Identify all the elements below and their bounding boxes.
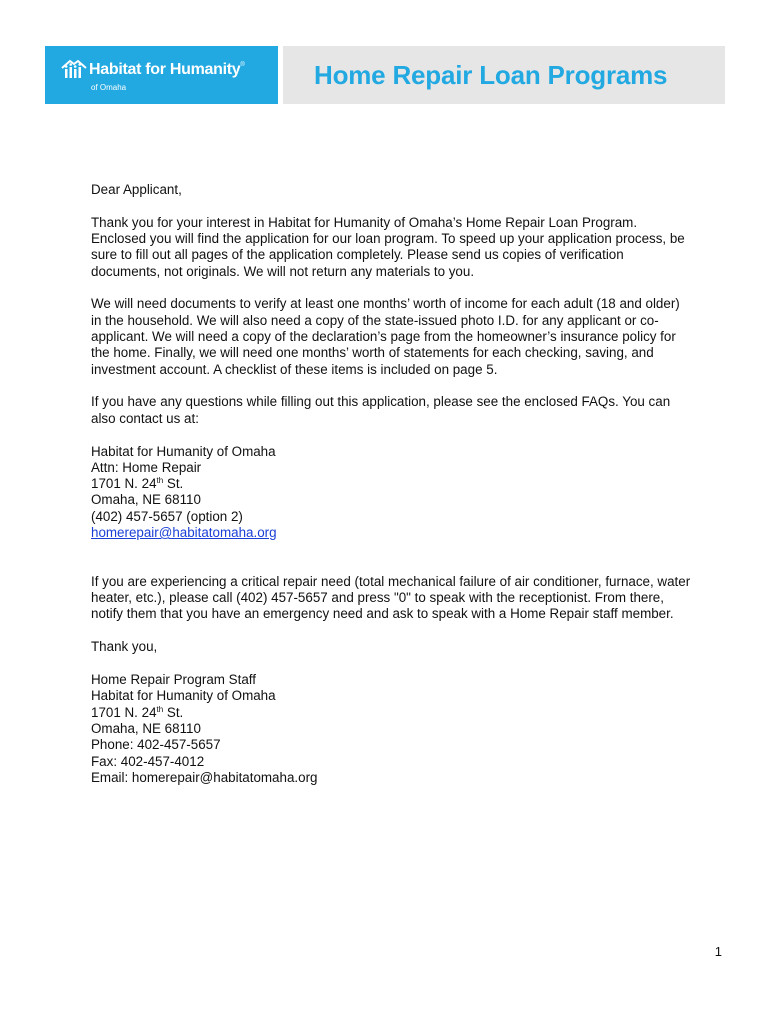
logo-subtitle: of Omaha bbox=[91, 83, 127, 92]
closing: Thank you, bbox=[91, 639, 158, 655]
contact-org: Habitat for Humanity of Omaha bbox=[91, 443, 276, 459]
greeting: Dear Applicant, bbox=[91, 182, 182, 197]
signature-city: Omaha, NE 68110 bbox=[91, 720, 201, 736]
signature-name: Home Repair Program Staff bbox=[91, 672, 256, 688]
paragraph-questions: If you have any questions while filling out this application, please see the enclosed FAQs. You can also contact us at: bbox=[91, 394, 671, 426]
paragraph-emergency: If you are experiencing a critical repair need (total mechanical failure of air conditioner, furnace, water heater, etc.), please call (402) 457-5657 and press "0" to speak with the receptionist. From there, notify them that you have an emergency need and ask to speak with a Home Repair staff member. bbox=[91, 573, 691, 622]
habitat-logo bbox=[45, 46, 278, 104]
signature-block bbox=[91, 672, 691, 786]
page-title: Home Repair Loan Programs bbox=[314, 60, 668, 90]
contact-city: Omaha, NE 68110 bbox=[91, 492, 201, 508]
contact-email-link[interactable]: homerepair@habitatomaha.org bbox=[91, 525, 277, 541]
contact-attn: Attn: Home Repair bbox=[91, 459, 202, 475]
contact-street: 1701 N. 24th St. bbox=[91, 476, 184, 492]
signature-email: Email: homerepair@habitatomaha.org bbox=[91, 769, 318, 785]
house-people-icon bbox=[61, 59, 87, 79]
page-number: 1 bbox=[714, 944, 722, 959]
title-banner bbox=[283, 46, 725, 104]
signature-street: 1701 N. 24th St. bbox=[91, 704, 184, 720]
paragraph-documents: We will need documents to verify at least one months’ worth of income for each adult (18 and older) in the household. We will also need a copy of the state-issued photo I.D. for any applicant or co-applicant. We will need a copy of the declaration’s page from the homeowner’s insurance policy for the home. Finally, we will need one months’ worth of statements for each checking, saving, and investment account. A checklist of these items is included on page 5. bbox=[91, 296, 680, 377]
document-header bbox=[45, 46, 725, 104]
signature-phone: Phone: 402-457-5657 bbox=[91, 737, 221, 753]
contact-address bbox=[91, 444, 691, 542]
signature-fax: Fax: 402-457-4012 bbox=[91, 753, 205, 769]
signature-org: Habitat for Humanity of Omaha bbox=[91, 688, 276, 704]
letter-body bbox=[91, 182, 691, 803]
paragraph-intro: Thank you for your interest in Habitat for Humanity of Omaha’s Home Repair Loan Program. Enclosed you will find the application for our loan program. To speed up your application process, be sure to fill out all pages of the application completely. Please send us copies of verification documents, not originals. We will not return any materials to you. bbox=[91, 214, 685, 279]
logo-name: Habitat for Humanity® bbox=[89, 61, 245, 78]
contact-phone: (402) 457-5657 (option 2) bbox=[91, 508, 243, 524]
